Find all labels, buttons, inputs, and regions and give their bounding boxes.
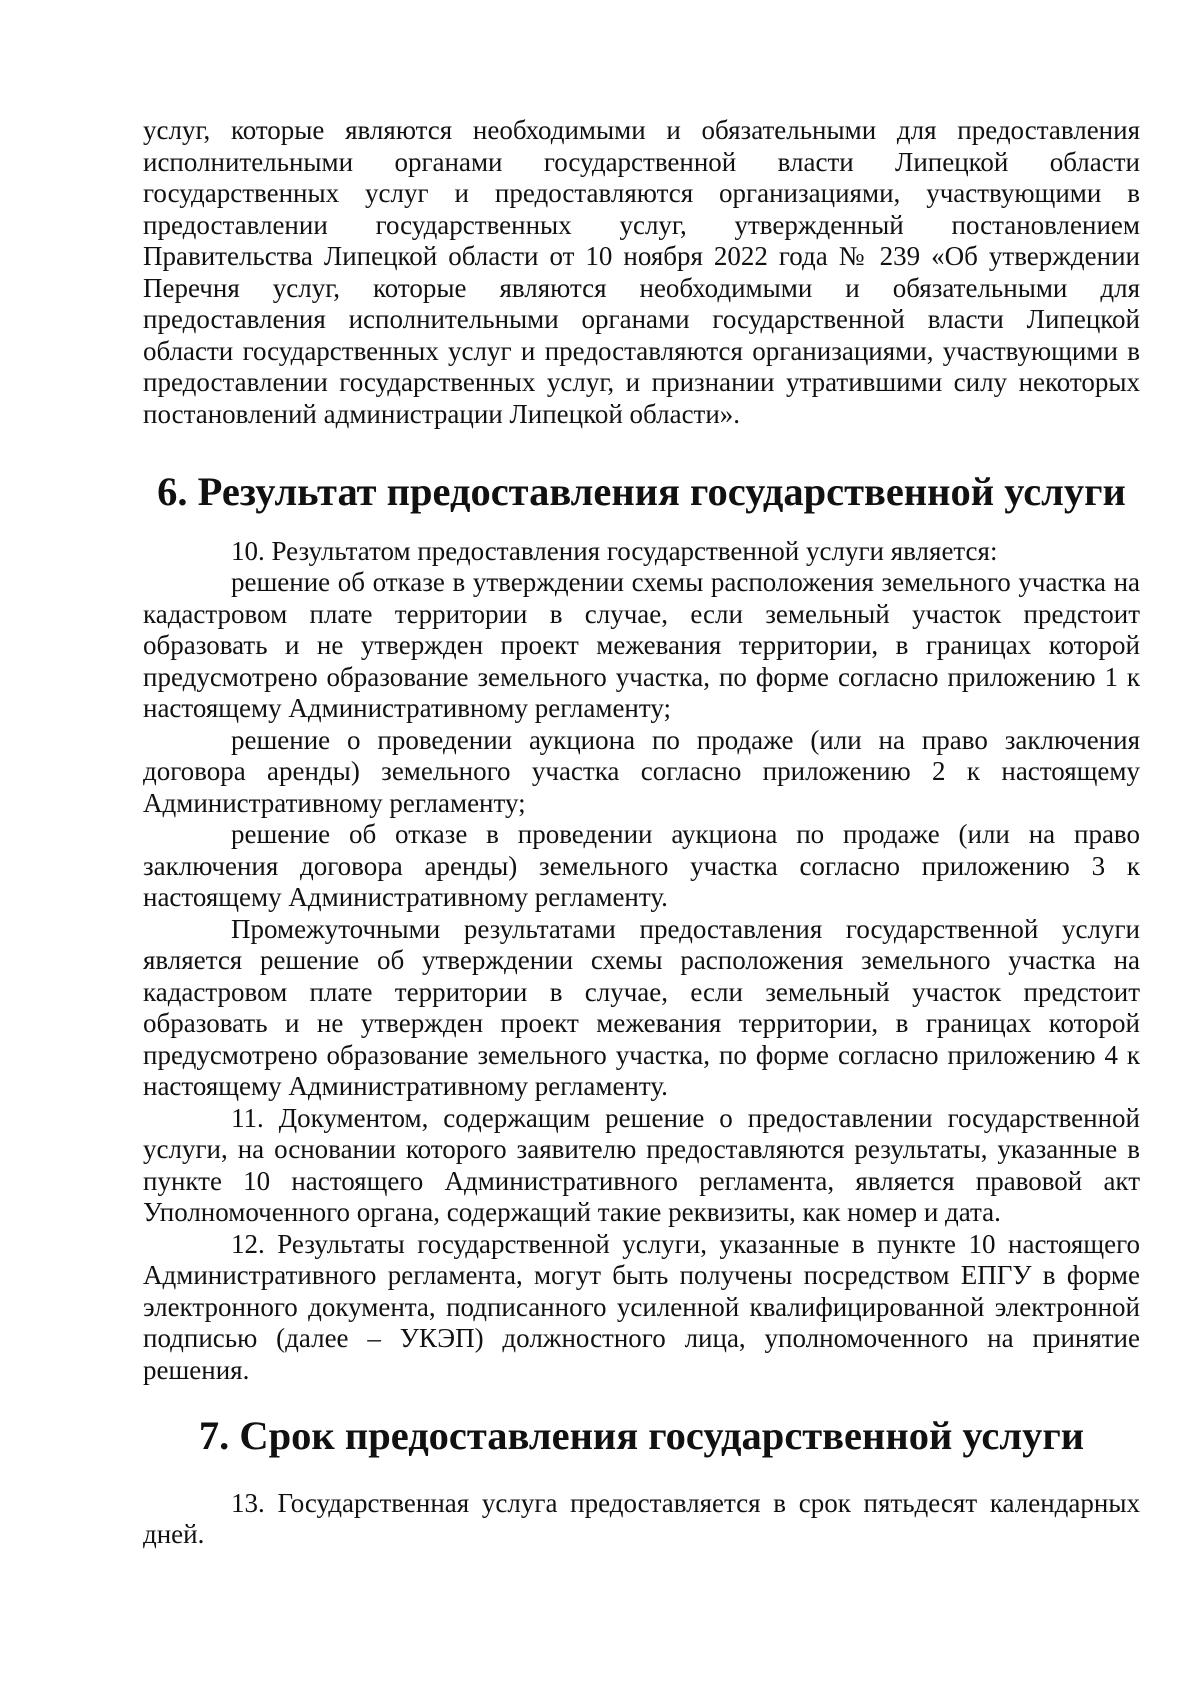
intro-paragraph: услуг, которые являются необходимыми и обязательными для предоставления исполнительными органами государственной власти Липецкой области государственных услуг и предоставляются организациями, участвующими в предоставлении государственных услуг, утвержденный постановлением Правительства Липецкой области от 10 ноября 2022 года № 239 «Об утверждении Перечня услуг, которые являются необходимыми и обязательными для предоставления исполнительными органами государственной власти Липецкой области государственных услуг и предоставляются организациями, участвующими в предоставлении государственных услуг, и признании утратившими силу некоторых постановлений администрации Липецкой области». <box>143 115 1140 429</box>
section-6-heading: 6. Результат предоставления государственной услуги <box>157 469 1126 514</box>
result-auction-refusal: решение об отказе в проведении аукциона по продаже (или на право заключения договора аренды) земельного участка согласно приложению 3 к настоящему Административному регламенту. <box>143 819 1140 912</box>
result-refusal-scheme: решение об отказе в утверждении схемы расположения земельного участка на кадастровом плате территории в случае, если земельный участок предстоит образовать и не утвержден проект межевания территории, в границах которой предусмотрено образование земельного участка, по форме согласно приложению 1 к настоящему Административному регламенту; <box>143 567 1140 723</box>
paragraph-11: 11. Документом, содержащим решение о предоставлении государственной услуги, на основании которого заявителю предоставляются результаты, указанные в пункте 10 настоящего Административного регламента, является правовой акт Уполномоченного органа, содержащий такие реквизиты, как номер и дата. <box>143 1102 1140 1227</box>
intermediate-results: Промежуточными результатами предоставления государственной услуги является решение об утверждении схемы расположения земельного участка на кадастровом плате территории в случае, если земельный участок предстоит образовать и не утвержден проект межевания территории, в границах которой предусмотрено образование земельного участка, по форме согласно приложению 4 к настоящему Административному регламенту. <box>143 913 1140 1101</box>
section-7-heading: 7. Срок предоставления государственной услуги <box>198 1413 1085 1458</box>
paragraph-12: 12. Результаты государственной услуги, указанные в пункте 10 настоящего Административного регламента, могут быть получены посредством ЕПГУ в форме электронного документа, подписанного усиленной квалифицированной электронной подписью (далее – УКЭП) должностного лица, уполномоченного на принятие решения. <box>143 1228 1140 1385</box>
paragraph-10: 10. Результатом предоставления государственной услуги является: <box>231 535 998 566</box>
document-page <box>143 115 1140 1551</box>
result-auction-decision: решение о проведении аукциона по продаже (или на право заключения договора аренды) земельного участка согласно приложению 2 к настоящему Административному регламенту; <box>143 724 1140 818</box>
paragraph-13: 13. Государственная услуга предоставляется в срок пятьдесят календарных дней. <box>143 1487 1140 1549</box>
